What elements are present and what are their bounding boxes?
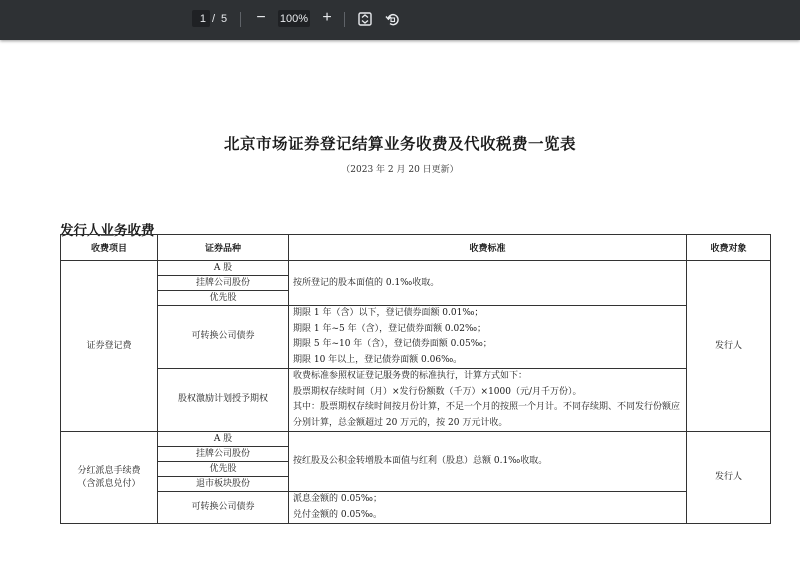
toolbar-divider xyxy=(240,12,241,27)
security-type-cell: A 股 xyxy=(158,261,289,276)
toolbar-divider xyxy=(344,12,345,27)
header-fee-item: 收费项目 xyxy=(61,235,158,261)
standard-line: 期限 1 年（含）以下，登记债券面额 0.01‰； xyxy=(293,308,484,318)
header-security-type: 证券品种 xyxy=(158,235,289,261)
document-title: 北京市场证券登记结算业务收费及代收税费一览表 xyxy=(223,134,576,153)
standard-line: 期限 10 年以上，登记债券面额 0.06‰。 xyxy=(293,354,463,365)
standard-line: 期限 5 年~10 年（含），登记债券面额 0.05‰； xyxy=(293,339,492,349)
fee-item-line: （含派息兑付） xyxy=(77,478,141,489)
standard-line: 兑付金额的 0.05‰。 xyxy=(293,509,382,520)
fee-item-cell: 证券登记费 xyxy=(61,261,158,432)
page-number-input[interactable]: 1 xyxy=(192,10,210,27)
security-type-cell: 股权激励计划授予期权 xyxy=(158,369,289,432)
pdf-toolbar xyxy=(0,0,800,40)
header-fee-target: 收费对象 xyxy=(687,235,771,261)
page-separator: / xyxy=(212,12,216,25)
table-row xyxy=(61,432,771,447)
fee-target-cell: 发行人 xyxy=(687,261,771,432)
table-row xyxy=(61,492,771,524)
security-type-cell: 可转换公司债券 xyxy=(158,306,289,369)
fee-item-cell xyxy=(61,432,158,524)
zoom-level-input[interactable]: 100% xyxy=(278,10,310,27)
section-heading: 发行人业务收费 xyxy=(60,223,155,239)
security-type-cell: 退市板块股份 xyxy=(158,477,289,492)
security-type-cell: 挂牌公司股份 xyxy=(158,447,289,462)
header-fee-standard: 收费标准 xyxy=(289,235,687,261)
standard-line: 期限 1 年~5 年（含），登记债券面额 0.02‰； xyxy=(293,323,487,334)
table-row xyxy=(61,306,771,369)
table-header-row xyxy=(61,235,771,261)
fee-standard-cell: 按所登记的股本面值的 0.1‰收取。 xyxy=(289,261,687,306)
security-type-cell: A 股 xyxy=(158,432,289,447)
zoom-in-button[interactable]: + xyxy=(322,9,332,26)
fee-standard-cell: 按红股及公积金转增股本面值与红利（股息）总额 0.1‰收取。 xyxy=(289,432,687,492)
fee-table xyxy=(60,234,771,524)
standard-line: 收费标准参照权证登记服务费的标准执行，计算方式如下： xyxy=(293,371,528,381)
fee-standard-cell xyxy=(289,492,687,524)
security-type-cell: 可转换公司债券 xyxy=(158,492,289,524)
standard-line: 派息金额的 0.05‰； xyxy=(293,494,382,504)
zoom-out-button[interactable]: − xyxy=(256,9,266,26)
security-type-cell: 挂牌公司股份 xyxy=(158,276,289,291)
document-update-date: （2023 年 2 月 20 日更新） xyxy=(341,165,459,175)
security-type-cell: 优先股 xyxy=(158,291,289,306)
fee-target-cell: 发行人 xyxy=(687,432,771,524)
table-row xyxy=(61,261,771,276)
fee-standard-cell xyxy=(289,306,687,369)
page-count: 5 xyxy=(221,12,228,25)
security-type-cell: 优先股 xyxy=(158,462,289,477)
fee-item-line: 分红派息手续费 xyxy=(77,465,141,476)
standard-line: 股票期权存续时间（月）×发行份额数（千万）×1000（元/月千万份）。 xyxy=(293,386,582,397)
fee-standard-cell xyxy=(289,369,687,432)
standard-line: 其中：股票期权存续时间按月份计算，不足一个月的按照一个月计。不同存续期、不同发行份额应分别计算，总金额超过 20 万元的，按 20 万元计收。 xyxy=(293,402,681,428)
rotate-icon[interactable] xyxy=(383,10,401,28)
fit-page-icon[interactable] xyxy=(356,10,374,28)
table-row xyxy=(61,369,771,432)
